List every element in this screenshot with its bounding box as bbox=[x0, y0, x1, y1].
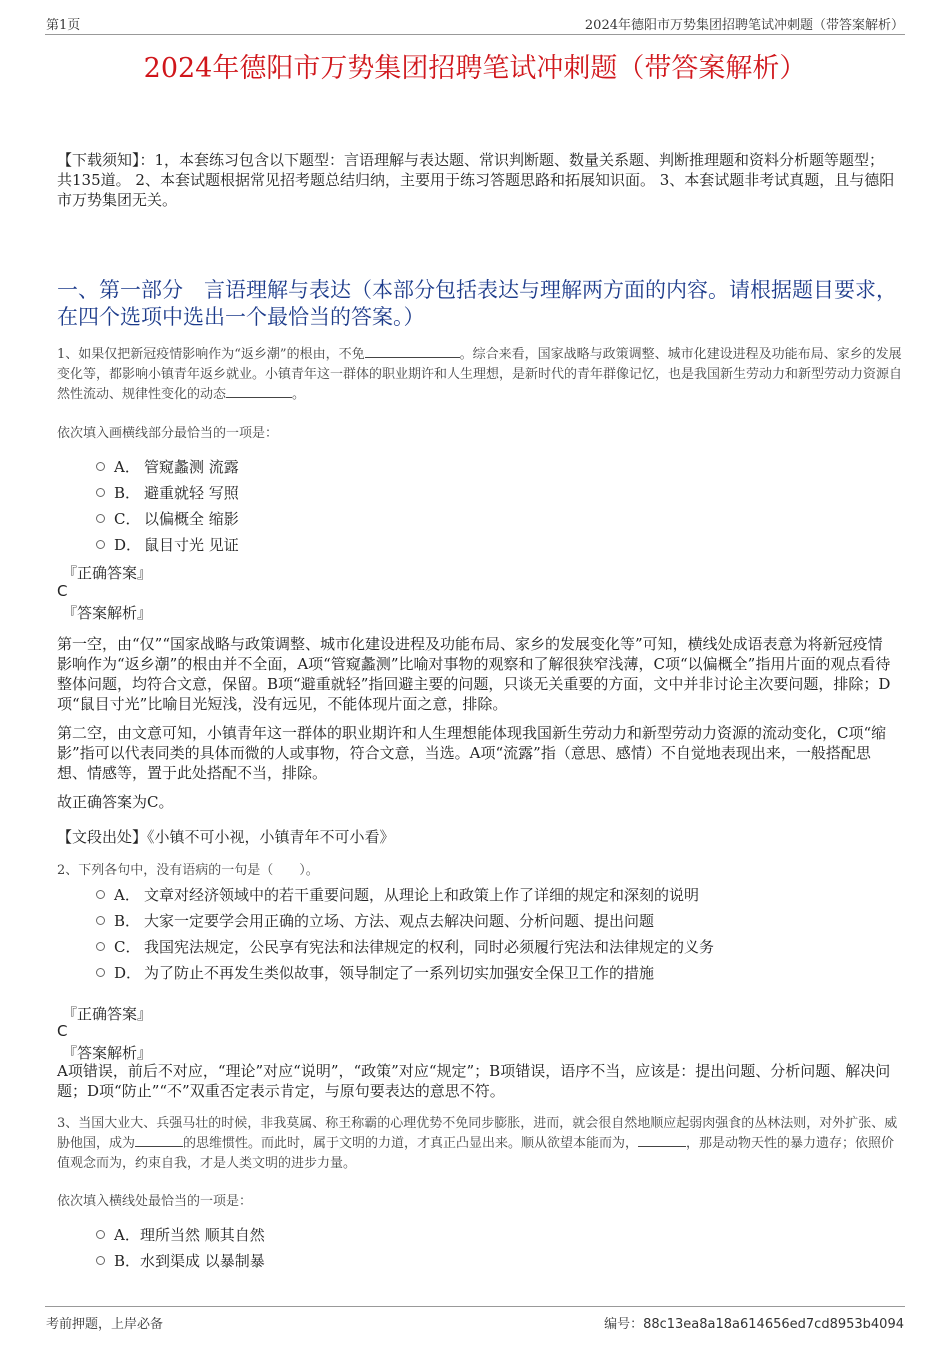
q1-instruction: 依次填入画横线部分最恰当的一项是： bbox=[57, 426, 279, 441]
q1-option-b[interactable] bbox=[96, 482, 239, 502]
q2-answer-label: 『正确答案』 bbox=[62, 1005, 153, 1023]
q2-answer: C bbox=[57, 1022, 68, 1040]
q1-option-d[interactable] bbox=[96, 534, 239, 554]
option-text: 管窥蠡测 流露 bbox=[144, 457, 239, 476]
option-text: 为了防止不再发生类似故事，领导制定了一系列切实加强安全保卫工作的措施 bbox=[144, 963, 655, 982]
option-text: 鼠目寸光 见证 bbox=[144, 535, 239, 554]
q2-analysis: A项错误，前后不对应，“理论”对应“说明”，“政策”对应“规定”；B项错误，语序不当，应该是：提出问题、分析问题、解决问题；D项“防止”“不”双重否定表示肯定，与原句要表达的意思不符。 bbox=[57, 1062, 891, 1100]
option-letter: A． bbox=[114, 885, 140, 904]
question-1-text bbox=[57, 345, 902, 405]
q1-text-part3: 。 bbox=[292, 387, 306, 402]
radio-icon[interactable] bbox=[96, 1256, 105, 1265]
q1-option-c[interactable] bbox=[96, 508, 239, 528]
option-text: 理所当然 顺其自然 bbox=[140, 1225, 265, 1244]
option-letter: B． bbox=[114, 911, 141, 930]
q1-source: 【文段出处】《小镇不可小视，小镇青年不可小看》 bbox=[57, 828, 395, 846]
q1-text-part1: 1、如果仅把新冠疫情影响作为“返乡潮”的根由，不免 bbox=[57, 347, 365, 362]
page-title: 2024年德阳市万势集团招聘笔试冲刺题（带答案解析） bbox=[143, 53, 807, 84]
radio-icon[interactable] bbox=[96, 488, 105, 497]
q1-blank-1 bbox=[365, 345, 460, 358]
q1-analysis-label: 『答案解析』 bbox=[62, 604, 153, 622]
q1-analysis-3: 故正确答案为C。 bbox=[57, 793, 174, 811]
q1-answer: C bbox=[57, 582, 68, 600]
radio-icon[interactable] bbox=[96, 540, 105, 549]
radio-icon[interactable] bbox=[96, 514, 105, 523]
q2-option-c[interactable] bbox=[96, 936, 714, 956]
option-text: 以偏概全 缩影 bbox=[144, 509, 239, 528]
q2-option-a[interactable] bbox=[96, 884, 699, 904]
q3-text-part3: ，那是动物天性的暴力遗存；依照价值观念而为，约束自我，才是人类文明的进步力量。 bbox=[57, 1136, 895, 1171]
option-text: 水到渠成 以暴制暴 bbox=[140, 1251, 265, 1270]
option-text: 我国宪法规定，公民享有宪法和法律规定的权利，同时必须履行宪法和法律规定的义务 bbox=[144, 937, 715, 956]
q1-analysis-2: 第二空，由文意可知，小镇青年这一群体的职业期许和人生理想能体现我国新生劳动力和新型劳动力资源的流动变化，C项“缩影”指可以代表同类的具体而微的人或事物，符合文意，当选。A项“流露”指（意思、感情）不自觉地表现出来，一般搭配思想、情感等，置于此处搭配不当，排除。 bbox=[57, 724, 887, 782]
footer-code-label: 编号： bbox=[604, 1317, 644, 1332]
q1-option-a[interactable] bbox=[96, 456, 239, 476]
q3-blank-1 bbox=[135, 1134, 183, 1147]
q3-blank-2 bbox=[638, 1134, 686, 1147]
option-letter: A． bbox=[114, 1225, 140, 1244]
q3-text-part1: 3、当国大业大、兵强马壮的时候，非我莫属、称王称霸的心理优势不免同步膨胀，进而，就会很自然地顺应起弱肉强食的丛林法则，对外扩张、威胁他国，成为 bbox=[57, 1116, 898, 1151]
download-notice: 【下载须知】：1，本套练习包含以下题型：言语理解与表达题、常识判断题、数量关系题、判断推理题和资料分析题等题型；共135道。 2、本套试题根据常见招考题总结归纳，主要用于练习答题思路和拓展知识面。 3、本套试题非考试真题，且与德阳市万势集团无关。 bbox=[57, 151, 895, 209]
radio-icon[interactable] bbox=[96, 890, 105, 899]
option-text: 文章对经济领域中的若干重要问题，从理论上和政策上作了详细的规定和深刻的说明 bbox=[144, 885, 700, 904]
option-letter: D． bbox=[114, 535, 142, 554]
q1-text-part2: 。综合来看，国家战略与政策调整、城市化建设进程及功能布局、家乡的发展变化等，都影响小镇青年返乡就业。小镇青年这一群体的职业期许和人生理想，是新时代的青年群像记忆，也是我国新生劳动力和新型劳动力资源自然性流动、规律性变化的动态 bbox=[57, 347, 903, 402]
footer-divider bbox=[45, 1306, 905, 1307]
radio-icon[interactable] bbox=[96, 916, 105, 925]
option-letter: B． bbox=[114, 1251, 141, 1270]
radio-icon[interactable] bbox=[96, 1230, 105, 1239]
radio-icon[interactable] bbox=[96, 942, 105, 951]
q2-option-b[interactable] bbox=[96, 910, 654, 930]
footer-slogan: 考前押题，上岸必备 bbox=[46, 1317, 164, 1332]
page-number: 第1页 bbox=[46, 18, 81, 33]
question-3-text bbox=[57, 1114, 902, 1174]
q2-option-d[interactable] bbox=[96, 962, 654, 982]
q3-option-b[interactable] bbox=[96, 1250, 265, 1270]
option-text: 大家一定要学会用正确的立场、方法、观点去解决问题、分析问题、提出问题 bbox=[144, 911, 655, 930]
option-letter: C． bbox=[114, 509, 141, 528]
option-text: 避重就轻 写照 bbox=[144, 483, 239, 502]
option-letter: D． bbox=[114, 963, 142, 982]
radio-icon[interactable] bbox=[96, 968, 105, 977]
option-letter: C． bbox=[114, 937, 141, 956]
q3-option-a[interactable] bbox=[96, 1224, 265, 1244]
q1-analysis-1: 第一空，由“仅”“国家战略与政策调整、城市化建设进程及功能布局、家乡的发展变化等”可知，横线处成语表意为将新冠疫情影响作为“返乡潮”的根由并不全面，A项“管窥蠡测”比喻对事物的观察和了解很狭窄浅薄，C项“以偏概全”指用片面的观点看待整体问题，均符合文意，保留。B项“避重就轻”指回避主要的问题，只谈无关重要的方面，文中并非讨论主次要问题，排除；D项“鼠目寸光”比喻目光短浅，没有远见，不能体现片面之意，排除。 bbox=[57, 635, 891, 713]
q1-blank-2 bbox=[226, 385, 292, 398]
question-2-text: 2、下列各句中，没有语病的一句是（ ）。 bbox=[57, 863, 319, 878]
section-heading: 一、第一部分 言语理解与表达（本部分包括表达与理解两方面的内容。请根据题目要求，在四个选项中选出一个最恰当的答案。） bbox=[57, 278, 897, 329]
radio-icon[interactable] bbox=[96, 462, 105, 471]
q3-text-part2: 的思维惯性。而此时，属于文明的力道，才真正凸显出来。顺从欲望本能而为， bbox=[183, 1136, 639, 1151]
q2-analysis-label: 『答案解析』 bbox=[62, 1044, 153, 1062]
header-divider bbox=[45, 34, 905, 35]
footer-code bbox=[604, 1313, 904, 1332]
option-letter: B． bbox=[114, 483, 141, 502]
q3-instruction: 依次填入横线处最恰当的一项是： bbox=[57, 1194, 253, 1209]
q1-answer-label: 『正确答案』 bbox=[62, 564, 153, 582]
footer-code-value: 88c13ea8a18a614656ed7cd8953b4094 bbox=[643, 1317, 904, 1332]
header-doc-title: 2024年德阳市万势集团招聘笔试冲刺题（带答案解析） bbox=[584, 18, 904, 33]
option-letter: A． bbox=[114, 457, 140, 476]
